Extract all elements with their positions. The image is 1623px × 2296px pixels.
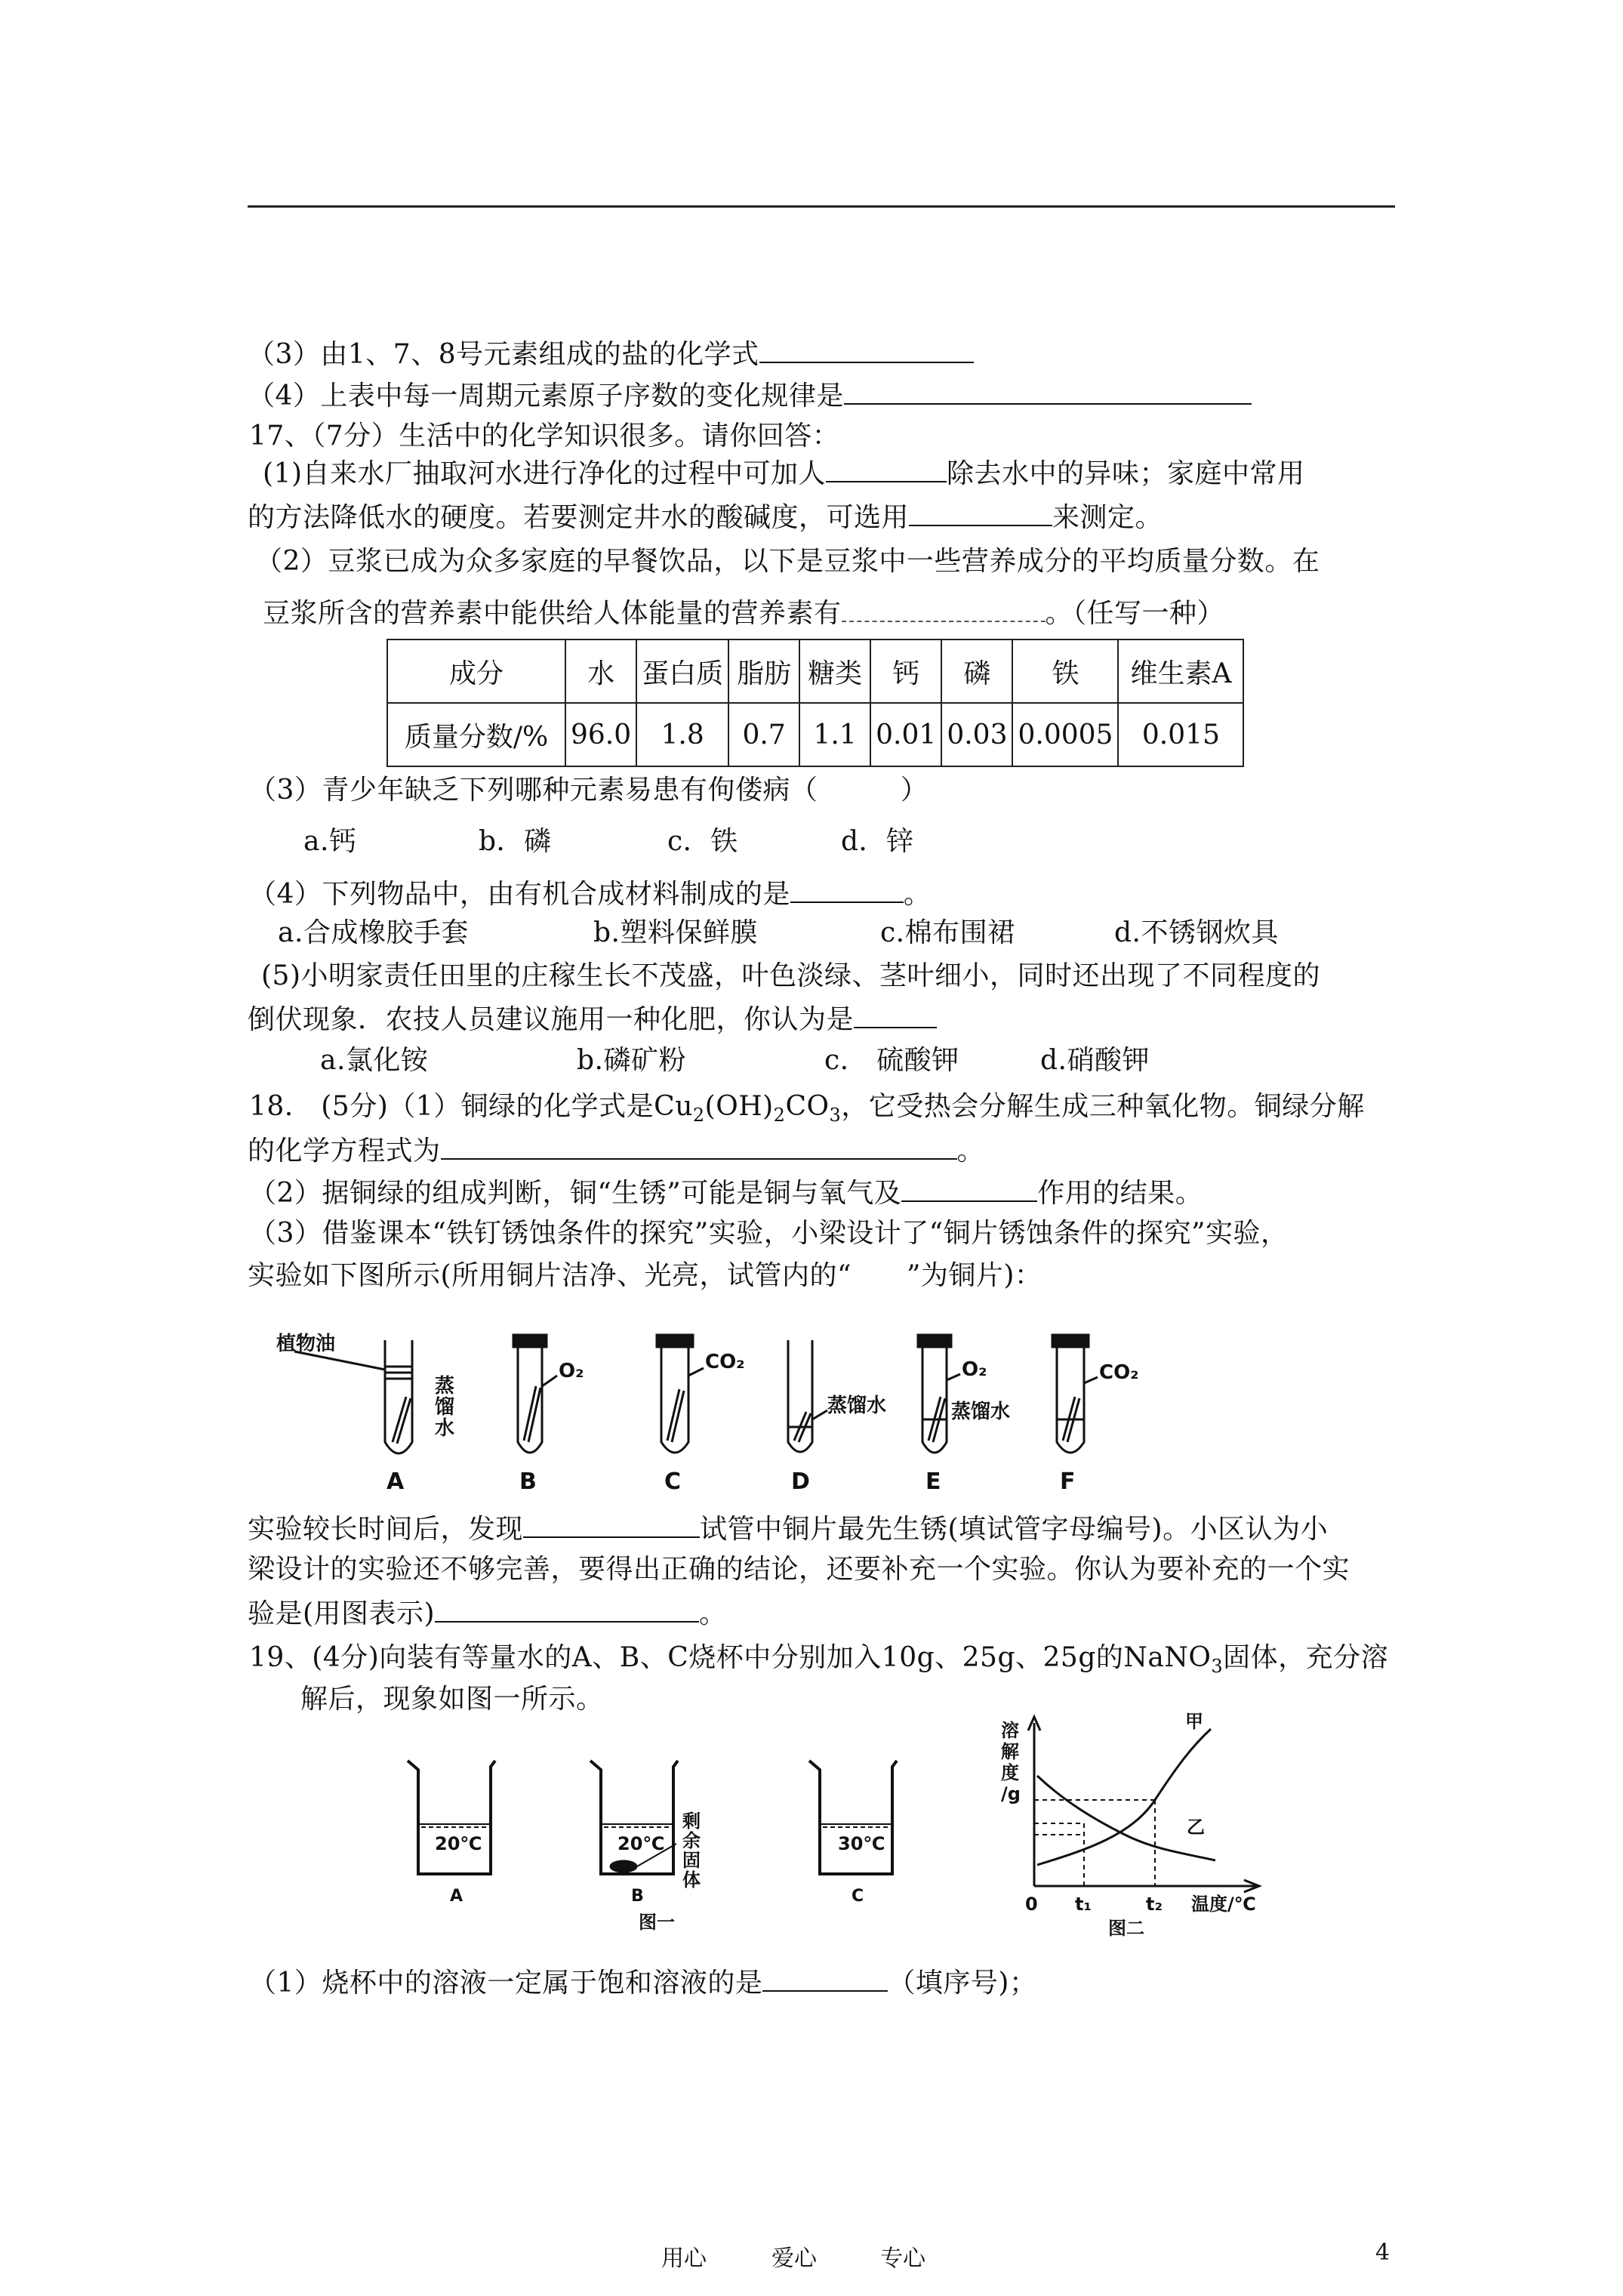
q17-part5-option-d[interactable]: d.硝酸钾 [1040,1045,1150,1076]
subscript: 3 [829,1105,842,1126]
table-cell: 铁 [1012,639,1118,703]
series-label-yi: 乙 [1187,1817,1205,1838]
q18-l1d: ，它受热会分解生成三种氧化物。铜绿分解 [841,1091,1365,1122]
q17-p1d: 来测定。 [1052,502,1163,533]
table-row [387,703,1243,766]
test-tube-e [918,1335,960,1453]
q17-part4-option-a[interactable]: a.合成橡胶手套 [278,917,469,948]
q17-p4b: 。 [903,879,932,910]
answer-blank[interactable] [844,378,1252,405]
answer-blank[interactable] [435,1595,699,1623]
q18-part3-line1: （3）借鉴课本“铁钉锈蚀条件的探究”实验，小梁设计了“铜片锈蚀条件的探究”实验， [249,1218,1289,1249]
water-label-e: 蒸馏水 [951,1401,1011,1423]
q17-part1-line2 [248,499,1163,535]
q18-line1 [249,1090,1365,1132]
q18-part2 [249,1175,1203,1210]
table-cell: 0.7 [728,703,799,766]
beaker-label: B [631,1887,644,1906]
q18-p2b: 作用的结果。 [1037,1178,1203,1209]
series-label-jia: 甲 [1185,1711,1203,1732]
test-tube-b [513,1335,557,1453]
footer-item: 爱心 [771,2245,817,2272]
table-cell: 质量分数/% [387,703,565,766]
answer-blank[interactable] [790,876,904,903]
x-axis-label: 温度/℃ [1191,1894,1256,1915]
q18-p4a: 实验较长时间后，发现 [248,1514,524,1545]
subscript: 3 [1211,1656,1224,1678]
q18-l1c: CO [785,1091,830,1122]
table-cell: 0.015 [1118,703,1243,766]
residue-label: 余 [682,1830,701,1851]
y-axis-label: 解 [1001,1741,1019,1762]
q17-p5b: 倒伏现象．农技人员建议施用一种化肥，你认为是 [248,1004,855,1035]
residue-label: 剩 [682,1811,701,1832]
q17-part3-option-d[interactable]: d．锌 [841,826,914,857]
q17-part5-line1: (5)小明家责任田里的庄稼生长不茂盛，叶色淡绿、茎叶细小，同时还出现了不同程度的 [261,960,1320,991]
q17-part5-option-a[interactable]: a.氯化铵 [320,1045,429,1076]
water-label-a: 馏 [435,1396,455,1419]
figure-1-caption: 图一 [639,1912,675,1933]
q17-part2-line2 [263,595,1224,630]
test-tube-figure [272,1314,1163,1495]
water-label-d: 蒸馏水 [827,1395,887,1417]
tube-label: E [925,1469,941,1495]
q17-part3-option-b[interactable]: b．磷 [479,826,552,857]
q17-part3-option-c[interactable]: c．铁 [667,826,738,857]
table-cell: 96.0 [565,703,636,766]
q19-line1 [249,1641,1388,1683]
answer-blank[interactable] [826,455,947,482]
q19-p1b: （填序号)； [888,1968,1037,1999]
beaker-label: C [852,1887,864,1906]
q16-part4-text: （4）上表中每一周期元素原子序数的变化规律是 [248,381,844,411]
residue-label: 固 [682,1850,701,1871]
q16-part3 [248,336,974,371]
table-cell: 0.0005 [1012,703,1118,766]
q18-p4d: 验是(用图表示) [248,1598,436,1629]
q19-part1 [249,1965,1036,2000]
footer-item: 专心 [880,2245,925,2272]
table-cell: 蛋白质 [636,639,728,703]
beaker-b [590,1761,678,1874]
beaker-label: A [450,1887,463,1906]
origin-label: 0 [1025,1894,1038,1915]
q18-part4-line2: 梁设计的实验还不够完善，要得出正确的结论，还要补充一个实验。你认为要补充的一个实 [248,1554,1350,1585]
answer-blank[interactable] [762,1965,888,1992]
footer-item: 用心 [661,2245,707,2272]
water-label-a: 水 [435,1417,455,1440]
q17-part4-option-b[interactable]: b.塑料保鲜膜 [593,917,758,948]
q19-l1b: 固体，充分溶 [1223,1642,1389,1673]
beaker-temp: 30℃ [838,1833,885,1854]
q17-part5-option-b[interactable]: b.磷矿粉 [577,1045,686,1076]
answer-blank[interactable] [842,595,1046,622]
q17-part5-line2 [248,1001,937,1037]
table-cell: 水 [565,639,636,703]
q17-p2b: 豆浆所含的营养素中能供给人体能量的营养素有 [263,598,842,629]
answer-blank[interactable] [909,499,1052,526]
q18-p4b: 试管中铜片最先生锈(填试管字母编号)。小区认为小 [700,1514,1329,1545]
answer-blank[interactable] [759,336,974,363]
table-cell: 糖类 [799,639,870,703]
q19-p1a: （1）烧杯中的溶液一定属于饱和溶液的是 [249,1968,763,1999]
q17-part3: （3）青少年缺乏下列哪种元素易患有佝偻病（ ） [249,775,929,806]
q18-part4-line1 [248,1511,1328,1546]
o2-label-e: O₂ [962,1358,987,1381]
q18-part3-line2: 实验如下图所示(所用铜片洁净、光亮，试管内的“ ”为铜片)： [248,1260,1042,1291]
q16-part4 [248,378,1252,413]
beaker-temp: 20℃ [617,1833,665,1854]
q17-part5-option-c[interactable]: c. 硫酸钾 [824,1045,959,1076]
tube-label: A [387,1469,405,1495]
residue-label: 体 [682,1869,701,1891]
table-cell: 0.01 [870,703,941,766]
beaker-temp: 20℃ [435,1833,482,1854]
figure-2-caption: 图二 [1108,1918,1144,1937]
y-axis-label: 度 [1001,1762,1019,1783]
residue-solid [610,1860,637,1872]
test-tube-a [294,1340,412,1453]
table-cell: 钙 [870,639,941,703]
answer-blank[interactable] [901,1175,1037,1202]
table-cell: 磷 [941,639,1012,703]
table-cell: 1.1 [799,703,870,766]
q18-line2 [248,1133,984,1168]
q18-l1b: (OH) [704,1091,774,1122]
table-cell: 维生素A [1118,639,1243,703]
q19-l1a: 19、(4分)向装有等量水的A、B、C烧杯中分别加入10g、25g、25g的NaNO [249,1642,1212,1673]
page-number: 4 [1375,2239,1390,2266]
beaker-c [809,1761,897,1874]
q17-p1b: 除去水中的异味；家庭中常用 [947,458,1305,489]
water-label-a: 蒸 [435,1375,455,1398]
tube-label: F [1060,1469,1076,1495]
q17-p2c: 。（任写一种） [1045,598,1225,629]
q17-part3-option-a[interactable]: a.钙 [303,826,357,857]
q17-part4-option-c[interactable]: c.棉布围裙 [880,917,1015,948]
tube-label: C [664,1469,682,1495]
q18-p2a: （2）据铜绿的组成判断，铜“生锈”可能是铜与氧气及 [249,1178,902,1209]
co2-label-f: CO₂ [1099,1361,1139,1384]
q17-part4 [249,876,931,911]
nutrition-table [387,639,1244,767]
q17-p1a: (1)自来水厂抽取河水进行净化的过程中可加人 [263,458,826,489]
answer-blank[interactable] [523,1511,700,1538]
q18-part4-line3 [248,1595,727,1631]
table-cell: 成分 [387,639,565,703]
answer-blank[interactable] [441,1133,957,1160]
q16-part3-text: （3）由1、7、8号元素组成的盐的化学式 [248,339,759,370]
oil-label: 植物油 [276,1333,336,1355]
q17-title: 17、（7分）生活中的化学知识很多。请你回答： [249,421,840,451]
q18-p4e: 。 [699,1598,727,1629]
o2-label-b: O₂ [559,1360,584,1382]
table-cell: 脂肪 [728,639,799,703]
y-axis-label: /g [1001,1783,1021,1804]
header-rule [248,205,1395,208]
table-cell: 1.8 [636,703,728,766]
co2-label-c: CO₂ [705,1351,745,1373]
q17-p1c: 的方法降低水的硬度。若要测定井水的酸碱度，可选用 [248,502,910,533]
subscript: 2 [692,1105,705,1126]
q18-l2a: 的化学方程式为 [248,1136,441,1166]
test-tube-d [788,1340,827,1452]
q19-line2: 解后，现象如图一所示。 [300,1684,604,1715]
q17-part1-line1 [263,455,1305,491]
subscript: 2 [773,1105,786,1126]
q18-l2b: 。 [956,1136,985,1166]
beaker-figure [393,1744,906,1933]
solubility-figure [974,1706,1276,1937]
tube-label: D [791,1469,810,1495]
tick-label-t2: t₂ [1146,1894,1163,1915]
tube-label: B [519,1469,537,1495]
tick-label-t1: t₁ [1075,1894,1092,1915]
guide-lines [1034,1800,1155,1886]
q17-p4a: （4）下列物品中，由有机合成材料制成的是 [249,879,790,910]
q18-l1a: 18. (5分)（1）铜绿的化学式是Cu [249,1091,693,1122]
table-cell: 0.03 [941,703,1012,766]
y-axis-label: 溶 [1001,1720,1019,1741]
q17-part4-option-d[interactable]: d.不锈钢炊具 [1114,917,1279,948]
test-tube-f [1052,1335,1098,1453]
table-header-row [387,639,1243,703]
q17-part2-line1: （2）豆浆已成为众多家庭的早餐饮品，以下是豆浆中一些营养成分的平均质量分数。在 [255,546,1320,577]
beaker-a [408,1761,495,1874]
answer-blank[interactable] [854,1001,937,1028]
test-tube-c [657,1335,704,1453]
